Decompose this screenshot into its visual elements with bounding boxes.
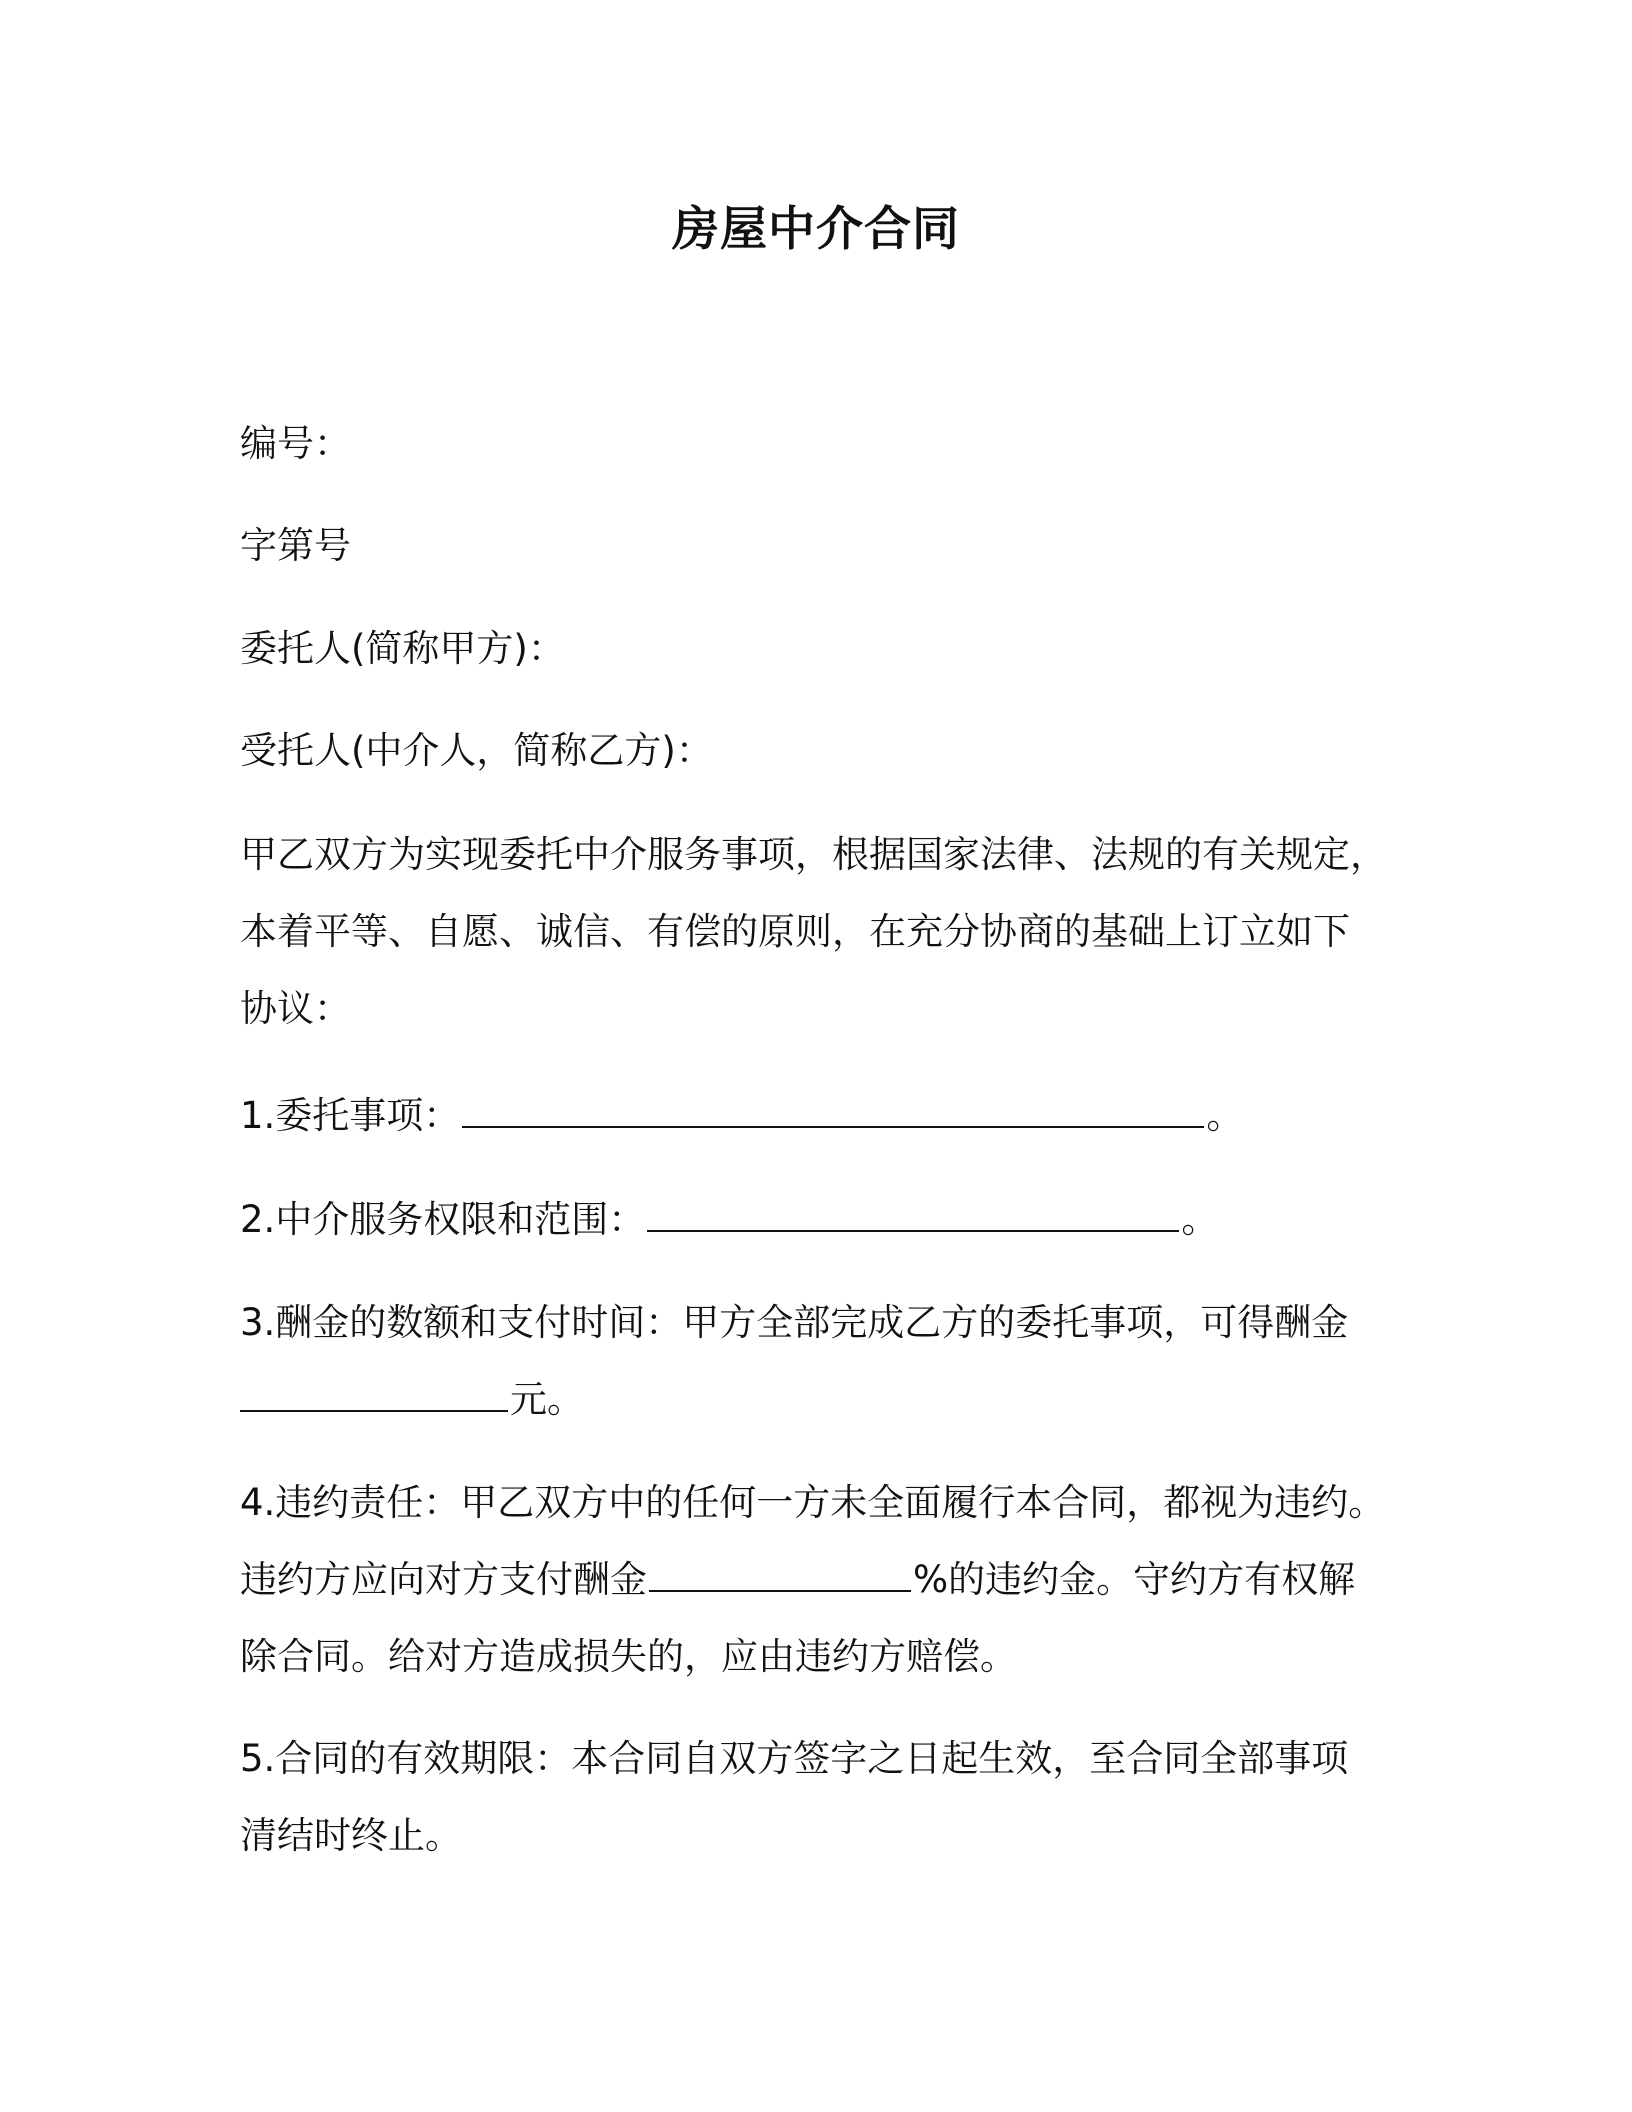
preamble-paragraph <box>240 816 1400 1047</box>
clause-4 <box>240 1464 1400 1695</box>
document-title: 房屋中介合同 <box>672 202 960 257</box>
preamble-line-1: 甲乙双方为实现委托中介服务事项，根据国家法律、法规的有关规定， <box>240 833 1387 876</box>
word-number-label: 字第号 <box>240 524 351 567</box>
clause-4-line-3: 除合同。给对方造成损失的，应由违约方赔偿。 <box>240 1635 1017 1678</box>
clause-3-line-1: 3.酬金的数额和支付时间：甲方全部完成乙方的委托事项，可得酬金 <box>240 1301 1349 1344</box>
clause-2-label: 2.中介服务权限和范围： <box>240 1198 646 1241</box>
clause-2-blank[interactable] <box>647 1194 1179 1232</box>
clause-2 <box>240 1194 1218 1244</box>
clause-3-end: 元。 <box>510 1378 584 1421</box>
clause-4-line-2-before: 违约方应向对方支付酬金 <box>240 1558 647 1601</box>
clause-5 <box>240 1720 1400 1874</box>
clause-1-label: 1.委托事项： <box>240 1094 461 1137</box>
clause-4-line-2 <box>240 1541 1400 1618</box>
number-label: 编号： <box>240 422 351 465</box>
clause-3-blank[interactable] <box>240 1374 508 1412</box>
clause-4-blank[interactable] <box>649 1554 911 1592</box>
preamble-line-2: 本着平等、自愿、诚信、有偿的原则，在充分协商的基础上订立如下 <box>240 910 1350 953</box>
preamble-line-3: 协议： <box>240 987 351 1030</box>
agent-label: 受托人(中介人，简称乙方)： <box>240 729 713 772</box>
clause-5-line-2: 清结时终止。 <box>240 1814 462 1857</box>
clause-1-end: 。 <box>1206 1094 1244 1137</box>
clause-1 <box>240 1090 1243 1140</box>
clause-4-line-2-after: %的违约金。守约方有权解 <box>913 1558 1356 1601</box>
clause-5-line-1: 5.合同的有效期限：本合同自双方签字之日起生效，至合同全部事项 <box>240 1737 1349 1780</box>
clause-1-blank[interactable] <box>462 1090 1204 1128</box>
principal-label: 委托人(简称甲方)： <box>240 627 565 670</box>
clause-3-line-2 <box>240 1361 1400 1438</box>
clause-2-end: 。 <box>1181 1198 1219 1241</box>
clause-3 <box>240 1284 1400 1438</box>
clause-4-line-1: 4.违约责任：甲乙双方中的任何一方未全面履行本合同，都视为违约。 <box>240 1481 1386 1524</box>
